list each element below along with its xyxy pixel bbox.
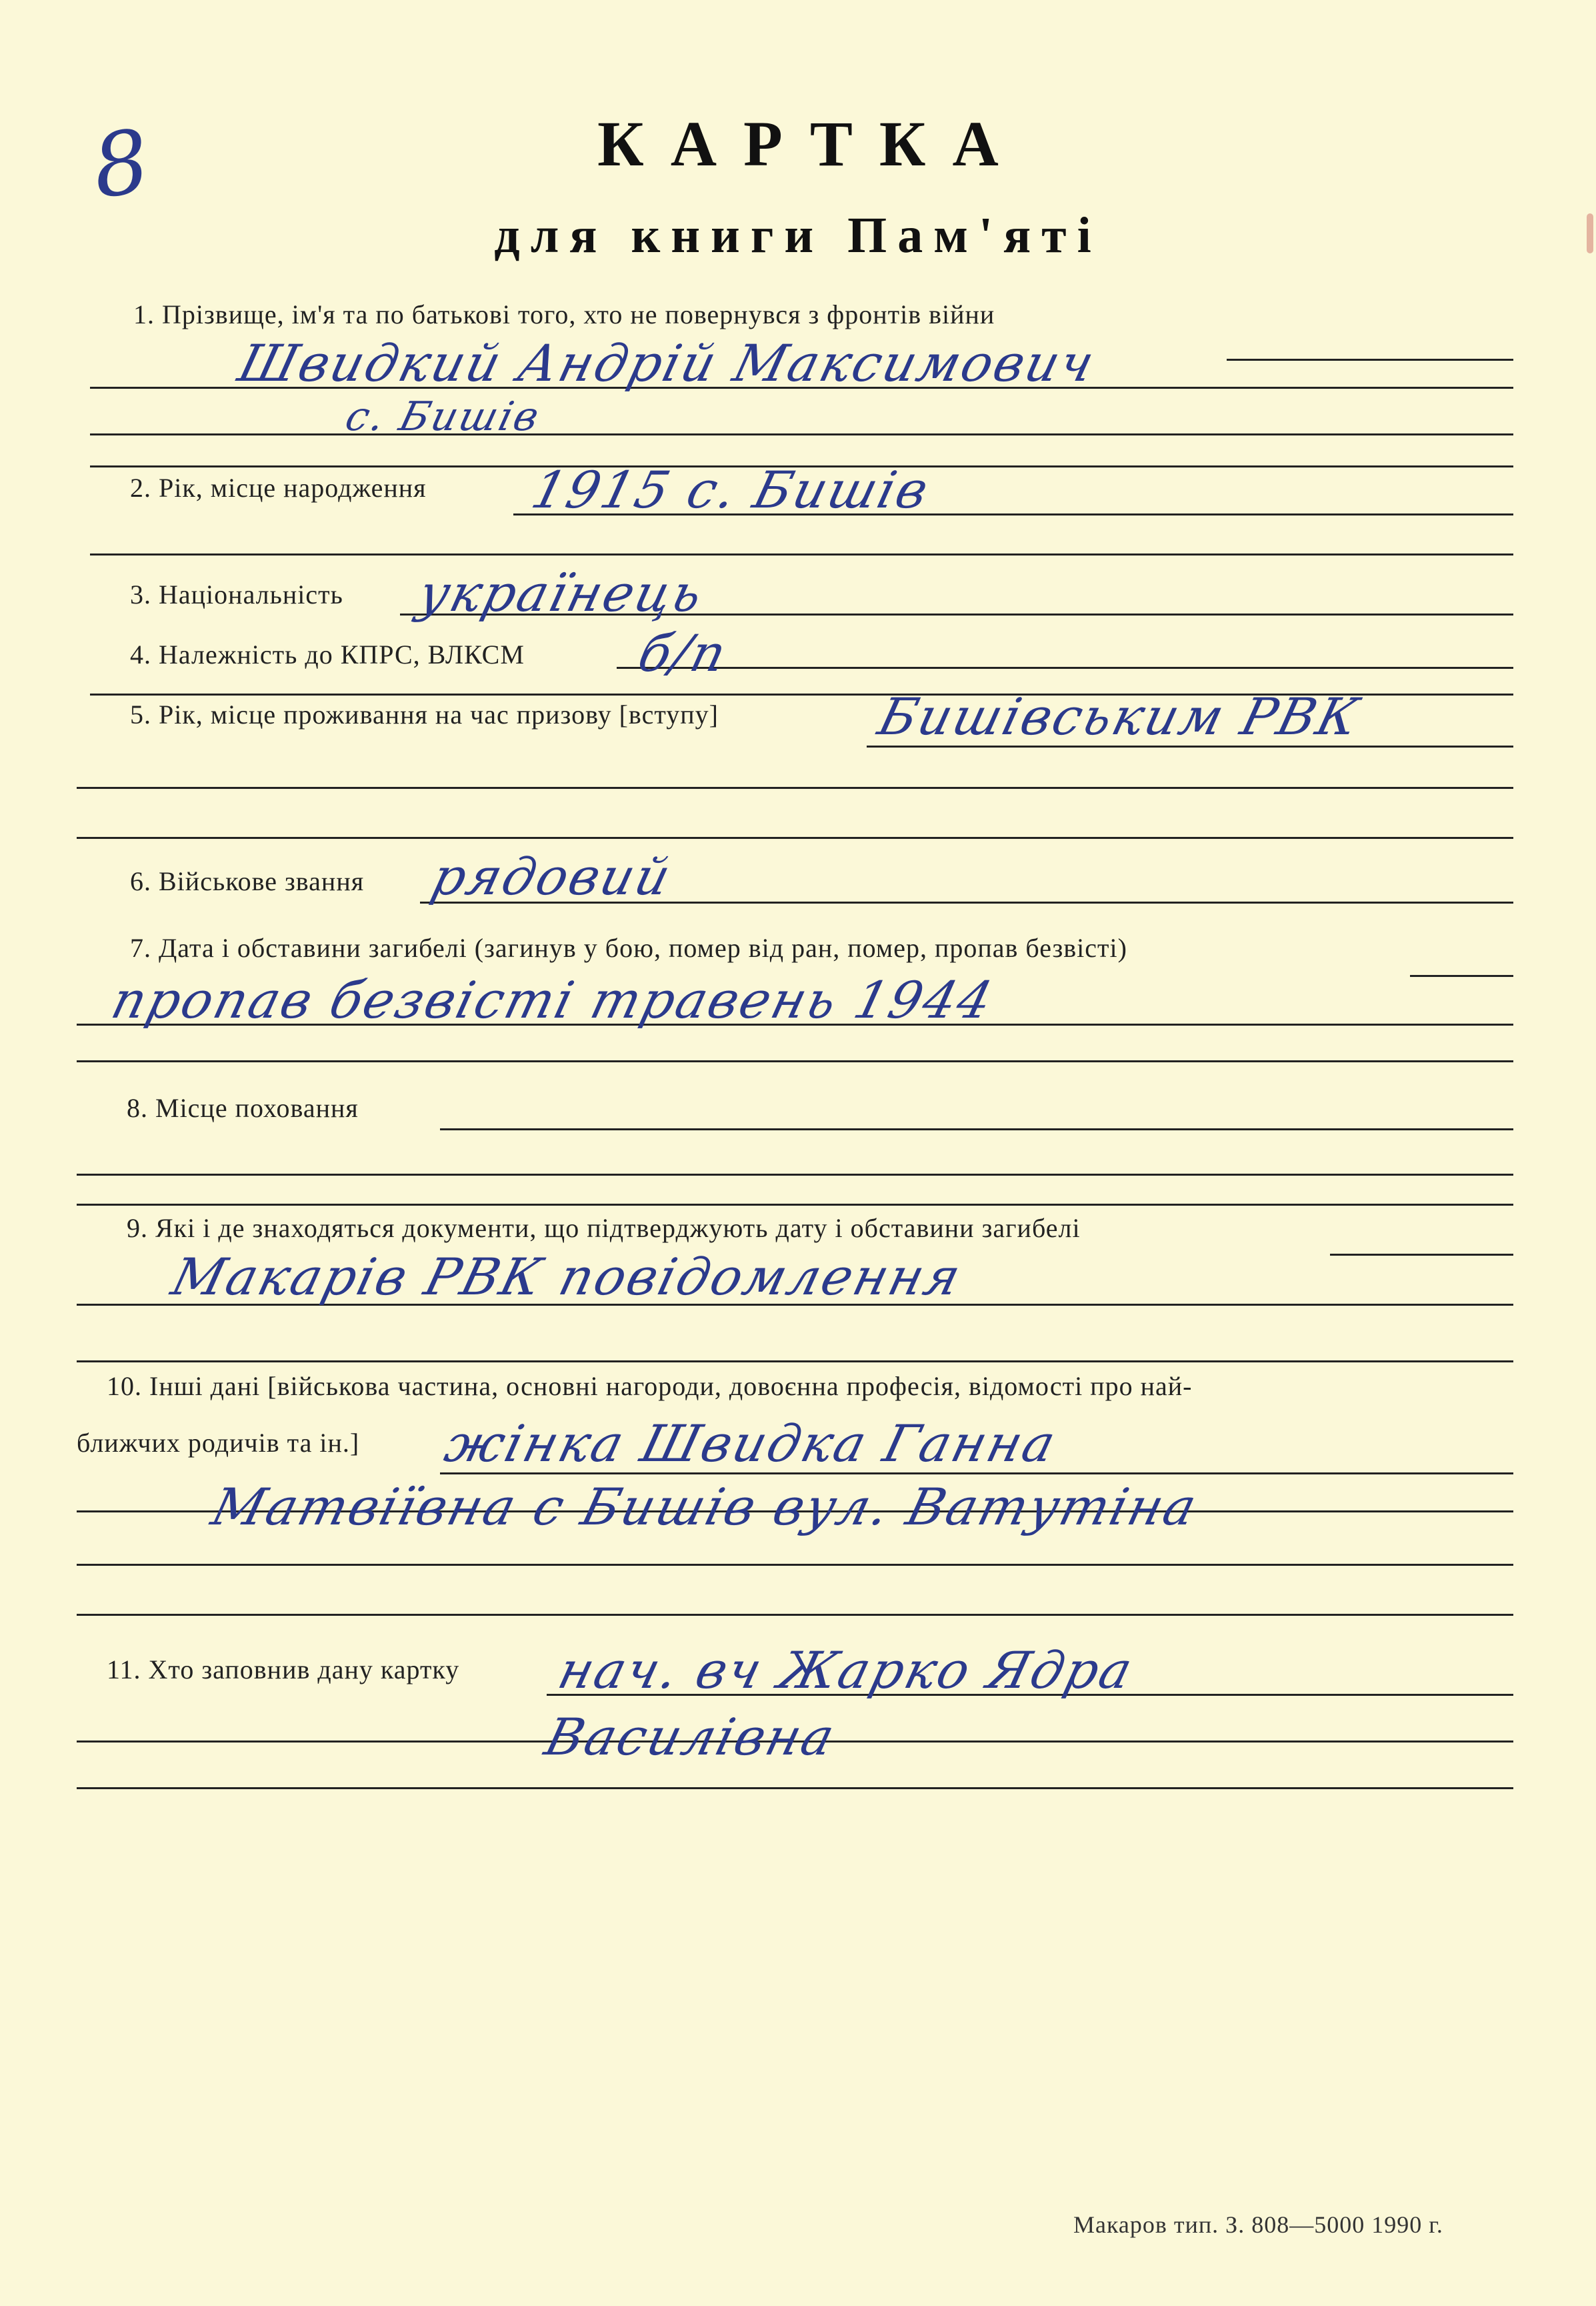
field-9-line-a bbox=[1330, 1254, 1513, 1256]
card-subtitle: для книги Пам'яті bbox=[494, 207, 1102, 263]
field-1-label: 1. Прізвище, ім'я та по батькові того, хто не повернувся з фронтів війни bbox=[133, 299, 995, 329]
field-10-line-c bbox=[77, 1564, 1513, 1566]
field-5-line-b bbox=[77, 787, 1513, 789]
field-11-line-c bbox=[77, 1787, 1513, 1789]
field-5-value: Бишівським РВК bbox=[872, 687, 1367, 746]
field-10-label-line1: 10. Інші дані [військова частина, основні нагороди, довоєнна професія, відомості про най- bbox=[107, 1371, 1193, 1401]
field-3-label: 3. Національність bbox=[130, 580, 343, 610]
field-8-line-b bbox=[77, 1174, 1513, 1176]
field-2-value: 1915 с. Бишів bbox=[525, 460, 936, 519]
field-7-line-c bbox=[77, 1060, 1513, 1062]
field-6-label: 6. Військове звання bbox=[130, 866, 365, 896]
field-11-label: 11. Хто заповнив дану картку bbox=[107, 1654, 460, 1684]
field-9-value: Макарів РВК повідомлення bbox=[165, 1247, 969, 1306]
field-5-line-c bbox=[77, 837, 1513, 839]
field-4-line-a bbox=[617, 667, 1513, 669]
field-7-value: пропав безвісті травень 1944 bbox=[105, 970, 1000, 1030]
field-11-value-b: Василівна bbox=[539, 1707, 843, 1767]
field-6-value: рядовий bbox=[425, 847, 679, 906]
field-3-value: українець bbox=[412, 563, 711, 623]
field-7-label: 7. Дата і обставини загибелі (загинув у бою, помер від ран, помер, пропав безвісті) bbox=[130, 933, 1127, 963]
field-10-label-line2: ближчих родичів та ін.] bbox=[77, 1428, 360, 1458]
field-1-line-c bbox=[90, 433, 1513, 435]
field-9-line-c bbox=[77, 1360, 1513, 1362]
field-4-value: б/п bbox=[632, 624, 735, 683]
field-9-label: 9. Які і де знаходяться документи, що підтверджують дату і обставини загибелі bbox=[127, 1213, 1081, 1243]
field-7-line-a bbox=[1410, 975, 1513, 977]
field-10-line-d bbox=[77, 1614, 1513, 1616]
field-2-label: 2. Рік, місце народження bbox=[130, 473, 427, 503]
print-info: Макаров тип. З. 808—5000 1990 г. bbox=[1073, 2211, 1443, 2238]
field-8-line-c bbox=[77, 1204, 1513, 1206]
field-10-value-b: Матвіївна с Бишів вул. Ватутіна bbox=[205, 1477, 1205, 1536]
field-1-line-a bbox=[1227, 359, 1513, 361]
margin-number-mark: 8 bbox=[86, 109, 155, 219]
field-2-line-b bbox=[90, 553, 1513, 555]
field-8-line-a bbox=[440, 1128, 1513, 1130]
card-title: КАРТКА bbox=[597, 108, 1025, 179]
field-4-label: 4. Належність до КПРС, ВЛКСМ bbox=[130, 640, 525, 670]
field-10-value-a: жінка Швидка Ганна bbox=[439, 1414, 1063, 1473]
field-1-value-name: Швидкий Андрій Максимович bbox=[232, 333, 1102, 393]
field-5-label: 5. Рік, місце проживання на час призову [вступу] bbox=[130, 700, 719, 730]
field-11-value-a: нач. вч Жарко Ядра bbox=[552, 1640, 1140, 1700]
field-1-value-village: с. Бишів bbox=[341, 393, 546, 440]
field-8-label: 8. Місце поховання bbox=[127, 1093, 359, 1123]
